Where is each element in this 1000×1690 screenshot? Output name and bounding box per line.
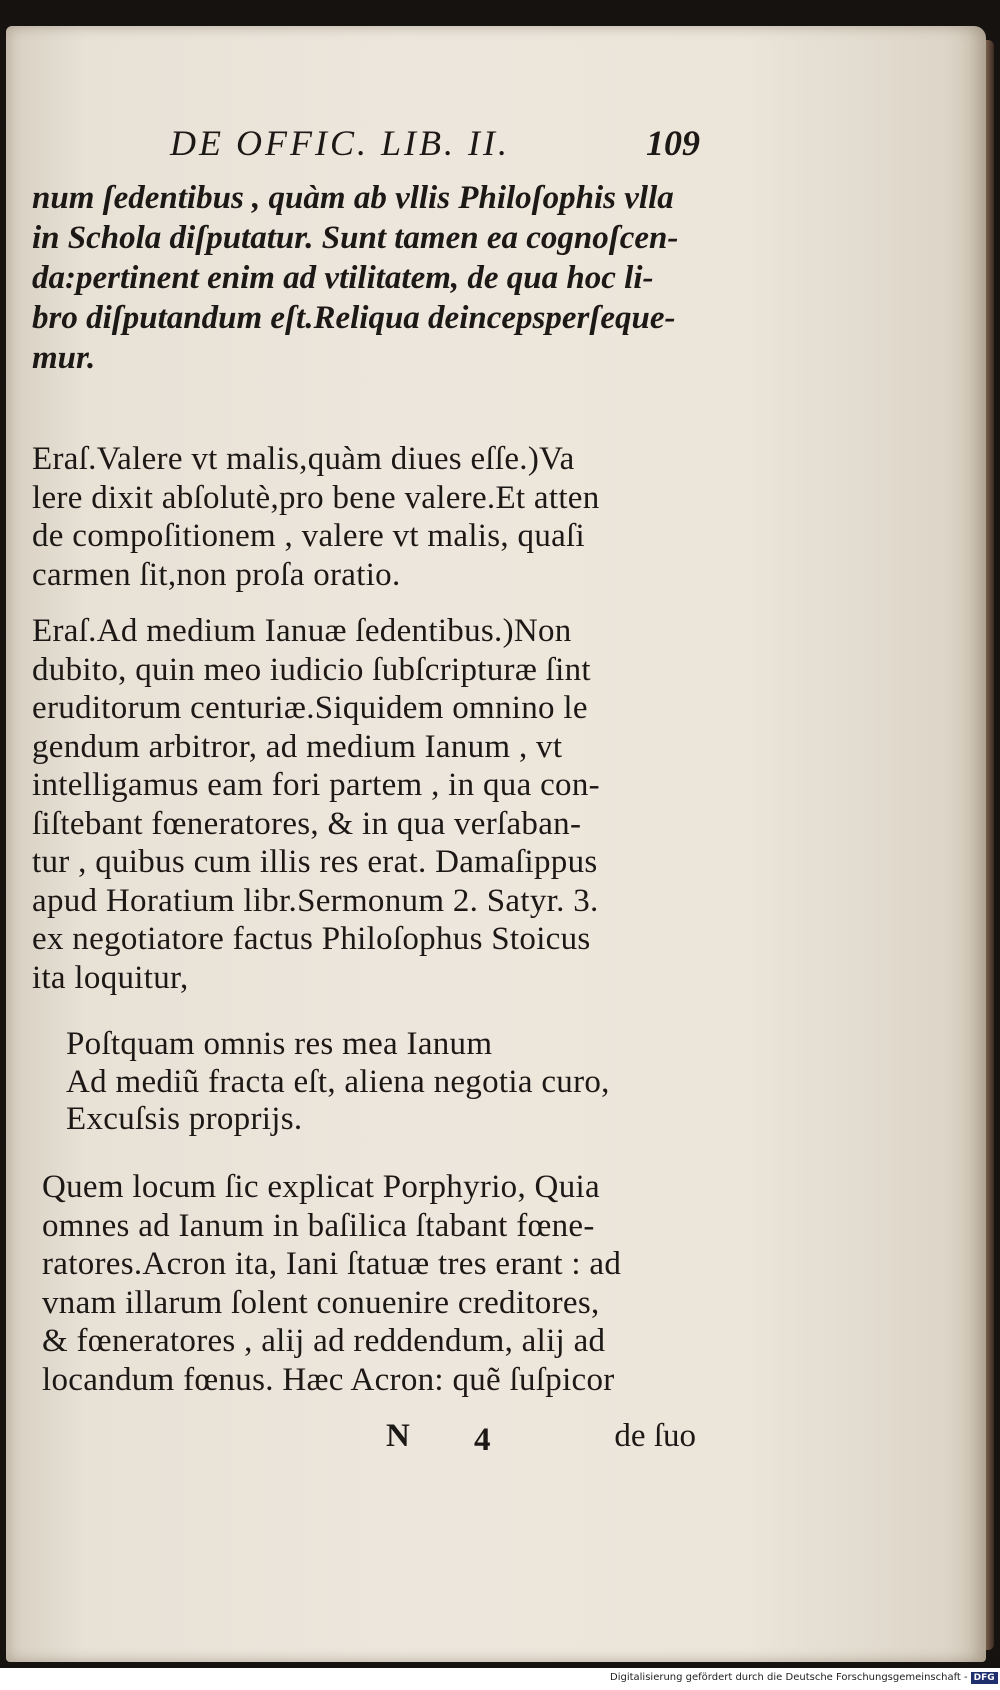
- text-line: Eraſ.Valere vt malis,quàm diues eſſe.)Va: [32, 441, 575, 477]
- funding-notice: Digitalisierung gefördert durch die Deutsche Forschungsgemeinschaft -: [610, 1672, 968, 1683]
- text-line: Quem locum ſic explicat Porphyrio, Quia: [42, 1169, 600, 1205]
- text-line: apud Horatium libr.Sermonum 2. Satyr. 3.: [32, 882, 599, 919]
- text-line: ratores.Acron ita, Iani ſtatuæ tres erant : ad: [42, 1246, 622, 1282]
- catchword: de ſuo: [614, 1418, 696, 1454]
- text-line: dubito, quin meo iudicio ſubſcripturæ ſint: [32, 651, 591, 688]
- verse-line: Excuſsis proprijs.: [66, 1101, 303, 1137]
- digitization-footer: [610, 1672, 996, 1688]
- running-header: [170, 122, 700, 168]
- dfg-logo: DFG: [971, 1672, 998, 1684]
- text-line: eruditorum centuriæ.Siquidem omnino le: [32, 690, 588, 726]
- text-line: mur.: [32, 340, 96, 376]
- text-line: locandum fœnus. Hæc Acron: quẽ ſuſpicor: [42, 1361, 615, 1398]
- text-line: bro diſputandum eſt.Reliqua deincepsperſeque-: [32, 300, 676, 336]
- text-line: in Schola diſputatur. Sunt tamen ea cognoſcen-: [32, 220, 679, 256]
- text-line: de compoſitionem , valere vt malis, quaſi: [32, 518, 585, 554]
- italic-text-block: [32, 178, 694, 378]
- text-line: da:pertinent enim ad vtilitatem, de qua hoc li-: [32, 260, 654, 296]
- text-line: ita loquitur,: [32, 959, 189, 996]
- commentary-paragraph-1: [32, 440, 696, 594]
- verse-line: Ad mediũ fracta eſt, aliena negotia curo,: [66, 1063, 610, 1100]
- text-line: gendum arbitror, ad medium Ianum , vt: [32, 728, 563, 765]
- signature-line: [386, 1418, 696, 1458]
- text-line: ſiſtebant fœneratores, & in qua verſaban-: [32, 805, 582, 842]
- text-line: num ſedentibus , quàm ab vllis Philoſophis vlla: [32, 180, 674, 216]
- verse-quotation: [66, 1026, 696, 1139]
- signature-mark: N: [386, 1418, 412, 1454]
- text-line: ex negotiatore factus Philoſophus Stoicus: [32, 921, 591, 957]
- text-line: carmen ſit,non proſa oratio.: [32, 556, 401, 593]
- text-line: tur , quibus cum illis res erat. Damaſippus: [32, 844, 598, 880]
- verse-line: Poſtquam omnis res mea Ianum: [66, 1026, 493, 1062]
- text-line: & fœneratores , alij ad reddendum, alij ad: [42, 1323, 606, 1359]
- signature-number: 4: [474, 1422, 491, 1458]
- text-line: vnam illarum ſolent conuenire creditores,: [42, 1284, 600, 1321]
- text-line: Eraſ.Ad medium Ianuæ ſedentibus.)Non: [32, 613, 572, 649]
- running-title: DE OFFIC. LIB. II.: [170, 123, 510, 163]
- commentary-paragraph-3: [42, 1168, 698, 1399]
- commentary-paragraph-2: [32, 612, 696, 997]
- text-line: intelligamus eam fori partem , in qua con-: [32, 767, 600, 803]
- page-number: 109: [646, 123, 700, 163]
- text-line: lere dixit abſolutè,pro bene valere.Et atten: [32, 479, 600, 516]
- text-line: omnes ad Ianum in baſilica ſtabant fœne-: [42, 1207, 595, 1244]
